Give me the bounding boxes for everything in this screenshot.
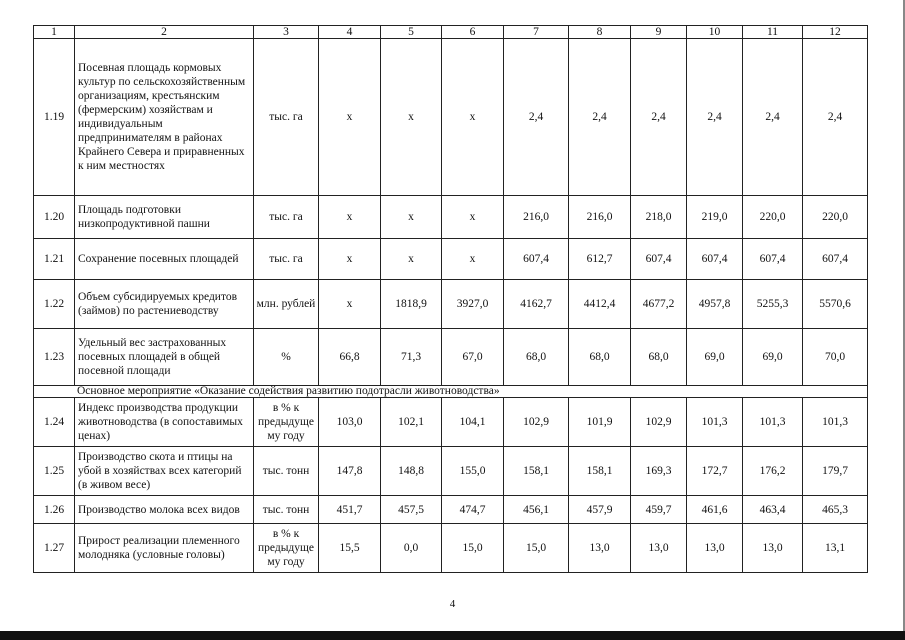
table-row bbox=[34, 196, 868, 239]
value-cell: 4677,2 bbox=[631, 280, 687, 329]
value-cell: 457,9 bbox=[569, 496, 631, 524]
value-cell: 15,5 bbox=[319, 524, 381, 573]
value-cell: 607,4 bbox=[631, 239, 687, 280]
table-row bbox=[34, 398, 868, 447]
value-cell: 102,9 bbox=[631, 398, 687, 447]
unit-cell: тыс. га bbox=[254, 239, 319, 280]
value-cell: 2,4 bbox=[569, 39, 631, 196]
page-number: 4 bbox=[449, 598, 456, 610]
value-cell: 13,0 bbox=[569, 524, 631, 573]
value-cell: 4957,8 bbox=[687, 280, 743, 329]
value-cell: 459,7 bbox=[631, 496, 687, 524]
value-cell: 607,4 bbox=[743, 239, 803, 280]
value-cell: 216,0 bbox=[569, 196, 631, 239]
row-number: 1.25 bbox=[34, 447, 75, 496]
value-cell: 13,1 bbox=[803, 524, 868, 573]
value-cell: 158,1 bbox=[569, 447, 631, 496]
value-cell: 456,1 bbox=[504, 496, 569, 524]
indicator-name: Удельный вес застрахованных посевных площадей в общей посевной площади bbox=[75, 329, 254, 386]
value-cell: 102,9 bbox=[504, 398, 569, 447]
value-cell: 15,0 bbox=[504, 524, 569, 573]
value-cell: х bbox=[319, 280, 381, 329]
indicator-name: Площадь подготовки низкопродуктивной пашни bbox=[75, 196, 254, 239]
unit-cell: тыс. тонн bbox=[254, 447, 319, 496]
value-cell: 2,4 bbox=[687, 39, 743, 196]
value-cell: 216,0 bbox=[504, 196, 569, 239]
header-cell: 2 bbox=[75, 26, 254, 39]
indicator-name: Объем субсидируемых кредитов (займов) по растениеводству bbox=[75, 280, 254, 329]
header-cell: 7 bbox=[504, 26, 569, 39]
header-cell: 6 bbox=[442, 26, 504, 39]
table-row bbox=[34, 447, 868, 496]
table-row bbox=[34, 239, 868, 280]
value-cell: 474,7 bbox=[442, 496, 504, 524]
value-cell: 68,0 bbox=[504, 329, 569, 386]
unit-cell: в % к предыдуще му году bbox=[254, 524, 319, 573]
value-cell: 2,4 bbox=[631, 39, 687, 196]
value-cell: 172,7 bbox=[687, 447, 743, 496]
value-cell: 218,0 bbox=[631, 196, 687, 239]
value-cell: 68,0 bbox=[569, 329, 631, 386]
value-cell: 67,0 bbox=[442, 329, 504, 386]
value-cell: 169,3 bbox=[631, 447, 687, 496]
value-cell: х bbox=[442, 196, 504, 239]
value-cell: 2,4 bbox=[504, 39, 569, 196]
value-cell: 451,7 bbox=[319, 496, 381, 524]
value-cell: х bbox=[319, 196, 381, 239]
value-cell: 15,0 bbox=[442, 524, 504, 573]
value-cell: х bbox=[381, 239, 442, 280]
value-cell: 179,7 bbox=[803, 447, 868, 496]
value-cell: 465,3 bbox=[803, 496, 868, 524]
value-cell: 101,3 bbox=[743, 398, 803, 447]
table-row bbox=[34, 329, 868, 386]
unit-cell: тыс. га bbox=[254, 196, 319, 239]
value-cell: 612,7 bbox=[569, 239, 631, 280]
value-cell: х bbox=[319, 239, 381, 280]
indicator-name: Производство молока всех видов bbox=[75, 496, 254, 524]
row-number: 1.24 bbox=[34, 398, 75, 447]
scan-edge-bottom bbox=[0, 631, 905, 640]
table-row bbox=[34, 280, 868, 329]
unit-cell: млн. рублей bbox=[254, 280, 319, 329]
value-cell: 13,0 bbox=[631, 524, 687, 573]
value-cell: 155,0 bbox=[442, 447, 504, 496]
header-cell: 12 bbox=[803, 26, 868, 39]
value-cell: 101,9 bbox=[569, 398, 631, 447]
value-cell: 220,0 bbox=[803, 196, 868, 239]
value-cell: 147,8 bbox=[319, 447, 381, 496]
indicator-name: Индекс производства продукции животноводства (в сопоставимых ценах) bbox=[75, 398, 254, 447]
value-cell: х bbox=[381, 39, 442, 196]
value-cell: 457,5 bbox=[381, 496, 442, 524]
value-cell: 607,4 bbox=[504, 239, 569, 280]
unit-cell: в % к предыдуще му году bbox=[254, 398, 319, 447]
row-number: 1.23 bbox=[34, 329, 75, 386]
header-cell: 1 bbox=[34, 26, 75, 39]
indicator-name: Посевная площадь кормовых культур по сельскохозяйственным организациям, крестьянским (фермерским) хозяйствам и индивидуальным предпринимателям в районах Крайнего Севера и приравненных к ним местностях bbox=[75, 39, 254, 196]
row-number: 1.20 bbox=[34, 196, 75, 239]
value-cell: 104,1 bbox=[442, 398, 504, 447]
header-cell: 4 bbox=[319, 26, 381, 39]
header-cell: 11 bbox=[743, 26, 803, 39]
value-cell: 103,0 bbox=[319, 398, 381, 447]
value-cell: 4162,7 bbox=[504, 280, 569, 329]
value-cell: х bbox=[442, 239, 504, 280]
section-row bbox=[34, 386, 868, 398]
value-cell: 101,3 bbox=[803, 398, 868, 447]
value-cell: 70,0 bbox=[803, 329, 868, 386]
value-cell: 2,4 bbox=[743, 39, 803, 196]
unit-cell: % bbox=[254, 329, 319, 386]
value-cell: 102,1 bbox=[381, 398, 442, 447]
row-number: 1.21 bbox=[34, 239, 75, 280]
value-cell: 607,4 bbox=[687, 239, 743, 280]
value-cell: 607,4 bbox=[803, 239, 868, 280]
value-cell: 461,6 bbox=[687, 496, 743, 524]
value-cell: 0,0 bbox=[381, 524, 442, 573]
header-cell: 9 bbox=[631, 26, 687, 39]
row-number: 1.19 bbox=[34, 39, 75, 196]
value-cell: 220,0 bbox=[743, 196, 803, 239]
header-cell: 3 bbox=[254, 26, 319, 39]
row-number: 1.27 bbox=[34, 524, 75, 573]
value-cell: 3927,0 bbox=[442, 280, 504, 329]
value-cell: 5255,3 bbox=[743, 280, 803, 329]
header-cell: 10 bbox=[687, 26, 743, 39]
value-cell: 4412,4 bbox=[569, 280, 631, 329]
value-cell: 176,2 bbox=[743, 447, 803, 496]
header-cell: 8 bbox=[569, 26, 631, 39]
value-cell: 68,0 bbox=[631, 329, 687, 386]
value-cell: 71,3 bbox=[381, 329, 442, 386]
value-cell: 66,8 bbox=[319, 329, 381, 386]
value-cell: х bbox=[381, 196, 442, 239]
value-cell: х bbox=[319, 39, 381, 196]
table-row bbox=[34, 39, 868, 196]
section-title: Основное мероприятие «Оказание содействия развитию подотрасли животноводства» bbox=[34, 386, 868, 398]
indicator-name: Сохранение посевных площадей bbox=[75, 239, 254, 280]
indicator-name: Производство скота и птицы на убой в хозяйствах всех категорий (в живом весе) bbox=[75, 447, 254, 496]
value-cell: 13,0 bbox=[687, 524, 743, 573]
row-number: 1.26 bbox=[34, 496, 75, 524]
row-number: 1.22 bbox=[34, 280, 75, 329]
value-cell: 2,4 bbox=[803, 39, 868, 196]
value-cell: х bbox=[442, 39, 504, 196]
indicator-table bbox=[33, 25, 868, 573]
value-cell: 463,4 bbox=[743, 496, 803, 524]
unit-cell: тыс. га bbox=[254, 39, 319, 196]
unit-cell: тыс. тонн bbox=[254, 496, 319, 524]
indicator-name: Прирост реализации племенного молодняка (условные головы) bbox=[75, 524, 254, 573]
value-cell: 219,0 bbox=[687, 196, 743, 239]
header-row bbox=[34, 26, 868, 39]
value-cell: 1818,9 bbox=[381, 280, 442, 329]
value-cell: 158,1 bbox=[504, 447, 569, 496]
value-cell: 13,0 bbox=[743, 524, 803, 573]
table-row bbox=[34, 524, 868, 573]
value-cell: 148,8 bbox=[381, 447, 442, 496]
value-cell: 69,0 bbox=[743, 329, 803, 386]
value-cell: 69,0 bbox=[687, 329, 743, 386]
table-row bbox=[34, 496, 868, 524]
header-cell: 5 bbox=[381, 26, 442, 39]
value-cell: 101,3 bbox=[687, 398, 743, 447]
value-cell: 5570,6 bbox=[803, 280, 868, 329]
